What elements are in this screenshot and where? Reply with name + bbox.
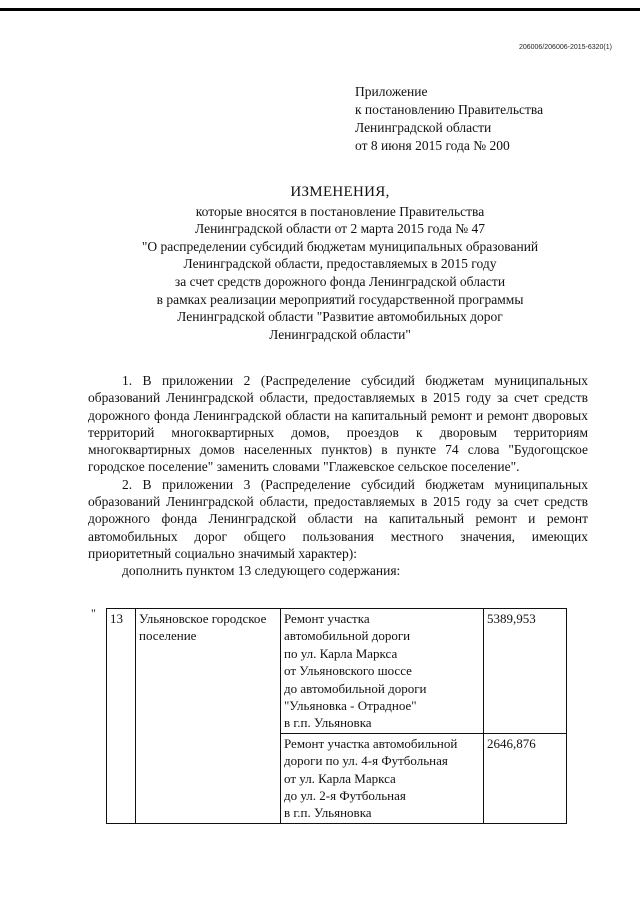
municipality-name: Ульяновское городское поселение bbox=[136, 609, 281, 824]
work-line: Ремонт участка bbox=[284, 611, 370, 626]
heading-line: в рамках реализации мероприятий государственной программы bbox=[156, 291, 524, 307]
document-heading bbox=[60, 184, 620, 343]
document-body bbox=[88, 372, 588, 580]
top-border-line bbox=[0, 8, 640, 11]
paragraph-1: 1. В приложении 2 (Распределение субсидий бюджетам муниципальных образований Ленинградской области, предоставляемых в 2015 году за счет средств дорожного фонда Ленинградской области на капитальный ремонт и ремонт дворовых территорий многоквартирных домов, проездов к дворовым территориям многоквартирных домов населенных пунктов) в пункте 74 слова "Будогощское городское поселение" заменить словами "Глажевское сельское поселение". bbox=[88, 373, 588, 475]
amendment-table bbox=[106, 608, 567, 824]
heading-line: Ленинградской области" bbox=[269, 326, 411, 342]
work-description bbox=[281, 609, 484, 734]
amount-value: 2646,876 bbox=[484, 733, 567, 823]
heading-line: Ленинградской области, предоставляемых в 2015 году bbox=[183, 256, 497, 272]
appendix-line: к постановлению Правительства bbox=[355, 102, 544, 117]
table-row bbox=[107, 609, 567, 734]
item-number: 13 bbox=[107, 609, 136, 824]
work-line: по ул. Карла Маркса bbox=[284, 645, 398, 661]
work-line: от ул. Карла Маркса bbox=[284, 770, 396, 786]
work-line: дороги по ул. 4-я Футбольная bbox=[284, 753, 448, 769]
work-line: "Ульяновка - Отрадное" bbox=[284, 698, 417, 714]
heading-line: которые вносятся в постановление Правительства bbox=[195, 203, 485, 219]
document-id: 206006/206006-2015-6320(1) bbox=[518, 44, 612, 51]
heading-title: ИЗМЕНЕНИЯ, bbox=[290, 184, 390, 200]
heading-line: "О распределении субсидий бюджетам муниципальных образований bbox=[141, 238, 539, 254]
paragraph-3: дополнить пунктом 13 следующего содержания: bbox=[122, 563, 401, 579]
opening-quote-mark: " bbox=[91, 606, 96, 620]
heading-line: за счет средств дорожного фонда Ленинградской области bbox=[174, 273, 506, 289]
heading-line: Ленинградской области "Развитие автомобильных дорог bbox=[177, 309, 503, 325]
appendix-block bbox=[355, 83, 543, 155]
heading-line: Ленинградской области от 2 марта 2015 года № 47 bbox=[195, 221, 485, 237]
work-line: до автомобильной дороги bbox=[284, 680, 427, 696]
work-line: в г.п. Ульяновка bbox=[284, 715, 372, 731]
work-line: Ремонт участка автомобильной bbox=[284, 735, 458, 751]
amount-value: 5389,953 bbox=[484, 609, 567, 734]
appendix-line: от 8 июня 2015 года № 200 bbox=[355, 138, 510, 153]
work-line: до ул. 2-я Футбольная bbox=[284, 788, 406, 804]
appendix-line: Ленинградской области bbox=[355, 120, 492, 135]
work-line: в г.п. Ульяновка bbox=[284, 805, 372, 821]
paragraph-2: 2. В приложении 3 (Распределение субсидий бюджетам муниципальных образований Ленинградской области, предоставляемых в 2015 году за счет средств дорожного фонда Ленинградской области на капитальный ремонт и ремонт автомобильных дорог общего пользования местного значения, имеющих приоритетный социально значимый характер): bbox=[88, 476, 588, 561]
appendix-line: Приложение bbox=[355, 84, 428, 99]
work-line: автомобильной дороги bbox=[284, 628, 411, 644]
work-line: от Ульяновского шоссе bbox=[284, 663, 412, 679]
work-description bbox=[281, 733, 484, 823]
